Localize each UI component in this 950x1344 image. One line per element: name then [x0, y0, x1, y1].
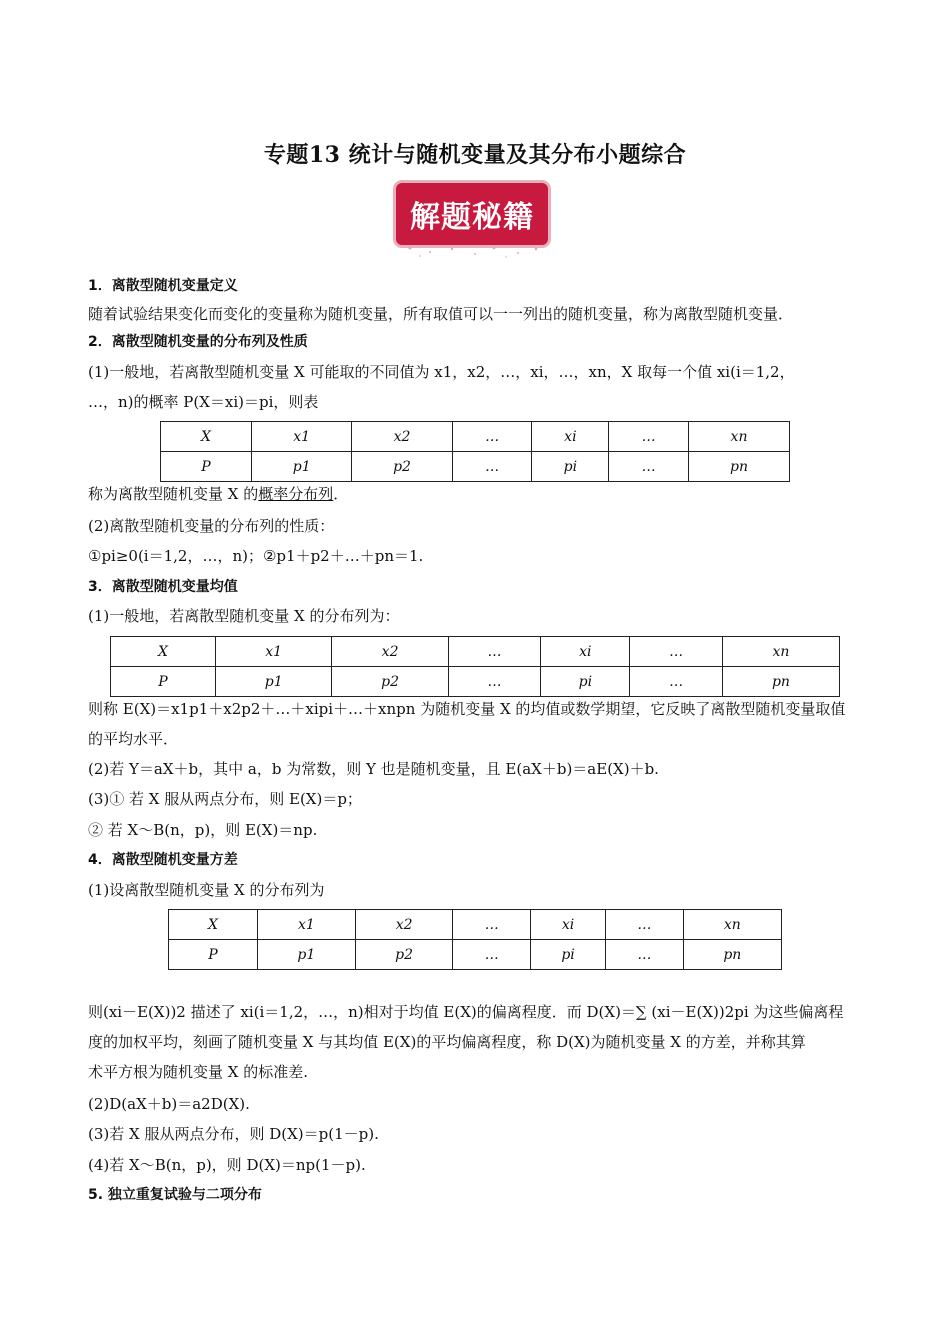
table-cell: pi	[541, 667, 630, 697]
section-4-para-5: (4)若 X～B(n，p)，则 D(X)＝np(1－p).	[88, 1156, 366, 1174]
table-cell: P	[111, 667, 216, 697]
heading-section-3: 3．离散型随机变量均值	[88, 579, 238, 595]
section-3-para-1: (1)一般地，若离散型随机变量 X 的分布列为：	[88, 607, 400, 625]
table-cell: …	[453, 940, 531, 970]
table-cell: X	[161, 422, 252, 452]
table-cell: x1	[258, 910, 356, 940]
table-cell: X	[111, 637, 216, 667]
table-cell: p2	[352, 452, 452, 482]
distribution-table-1	[160, 421, 790, 482]
table-cell: p1	[258, 940, 356, 970]
section-2-after-table	[88, 484, 348, 504]
table-row	[111, 637, 840, 667]
heading-section-2: 2．离散型随机变量的分布列及性质	[88, 334, 308, 350]
section-2-para-2: (2)离散型随机变量的分布列的性质：	[88, 517, 335, 535]
table-cell: p1	[252, 452, 352, 482]
section-badge	[396, 183, 548, 245]
table-cell: …	[453, 910, 531, 940]
section-4-para-3: (2)D(aX＋b)＝a2D(X).	[88, 1095, 250, 1113]
section-3-para-5: ② 若 X～B(n，p)，则 E(X)＝np.	[88, 821, 318, 839]
section-1-text: 随着试验结果变化而变化的变量称为随机变量，所有取值可以一一列出的随机变量，称为离散型随机变量．	[88, 305, 794, 323]
table-row	[161, 422, 790, 452]
section-4-para-2b: 度的加权平均，刻画了随机变量 X 与其均值 E(X)的平均偏离程度，称 D(X)为随机变量 X 的方差，并称其算	[88, 1033, 806, 1051]
section-2-para-1b: …，n)的概率 P(X＝xi)＝pi，则表	[88, 393, 319, 411]
table-cell: x2	[352, 422, 452, 452]
table-cell: pn	[683, 940, 781, 970]
section-3-para-3: (2)若 Y＝aX＋b，其中 a，b 为常数，则 Y 也是随机变量，且 E(aX＋b)＝aE(X)＋b.	[88, 760, 659, 778]
distribution-table-3	[168, 909, 782, 970]
heading-section-1: 1．离散型随机变量定义	[88, 278, 238, 294]
table-cell: …	[609, 452, 689, 482]
section-3-para-2b: 的平均水平．	[88, 730, 179, 748]
table-cell: xn	[722, 637, 839, 667]
table-cell: …	[452, 452, 532, 482]
table-cell: x1	[252, 422, 352, 452]
section-3-para-2a: 则称 E(X)＝x1p1＋x2p2＋…＋xipi＋…＋xnpn 为随机变量 X 的均值或数学期望，它反映了离散型随机变量取值	[88, 700, 846, 718]
table-cell: X	[169, 910, 258, 940]
table-cell: xi	[531, 910, 606, 940]
section-4-para-2a: 则(xi－E(X))2 描述了 xi(i＝1,2，…，n)相对于均值 E(X)的偏离程度．而 D(X)＝∑ (xi－E(X))2pi 为这些偏离程	[88, 1003, 844, 1021]
table-cell: p1	[216, 667, 332, 697]
page-title: 专题13 统计与随机变量及其分布小题综合	[263, 142, 687, 168]
table-row	[169, 910, 782, 940]
table-cell: …	[605, 940, 683, 970]
table-cell: pi	[532, 452, 609, 482]
table-cell: …	[448, 667, 541, 697]
heading-section-4: 4．离散型随机变量方差	[88, 852, 238, 868]
table-cell: p2	[355, 940, 453, 970]
table-cell: …	[452, 422, 532, 452]
section-4-para-1: (1)设离散型随机变量 X 的分布列为	[88, 881, 325, 899]
table-cell: xi	[541, 637, 630, 667]
table-cell: xn	[689, 422, 790, 452]
table-cell: p2	[332, 667, 448, 697]
table-cell: pi	[531, 940, 606, 970]
table-cell: xi	[532, 422, 609, 452]
table-cell: P	[169, 940, 258, 970]
term-probability-distribution: 概率分布列	[258, 485, 334, 503]
section-4-para-2c: 术平方根为随机变量 X 的标准差.	[88, 1063, 308, 1081]
after-table-prefix: 称为离散型随机变量 X 的	[88, 485, 259, 503]
table-cell: x2	[355, 910, 453, 940]
table-row	[161, 452, 790, 482]
badge-label: 解题秘籍	[410, 200, 534, 235]
distribution-table-2	[110, 636, 840, 697]
section-4-para-4: (3)若 X 服从两点分布，则 D(X)＝p(1－p).	[88, 1125, 379, 1143]
table-cell: xn	[683, 910, 781, 940]
table-cell: …	[630, 637, 723, 667]
table-cell: x1	[216, 637, 332, 667]
section-2-para-1a: (1)一般地，若离散型随机变量 X 可能取的不同值为 x1，x2，…，xi，…，xn，X 取每一个值 xi(i＝1,2，	[88, 363, 795, 381]
table-cell: …	[605, 910, 683, 940]
after-table-suffix: ．	[333, 485, 349, 503]
table-row	[111, 667, 840, 697]
heading-section-5: 5. 独立重复试验与二项分布	[88, 1187, 262, 1203]
table-cell: …	[630, 667, 723, 697]
table-row	[169, 940, 782, 970]
section-3-para-4: (3)① 若 X 服从两点分布，则 E(X)＝p；	[88, 790, 362, 808]
table-cell: P	[161, 452, 252, 482]
table-cell: x2	[332, 637, 448, 667]
section-2-para-3: ①pi≥0(i＝1,2，…，n)；②p1＋p2＋…＋pn＝1.	[88, 547, 424, 565]
table-cell: …	[609, 422, 689, 452]
badge-decoration	[390, 244, 554, 260]
table-cell: …	[448, 637, 541, 667]
table-cell: pn	[689, 452, 790, 482]
table-cell: pn	[722, 667, 839, 697]
